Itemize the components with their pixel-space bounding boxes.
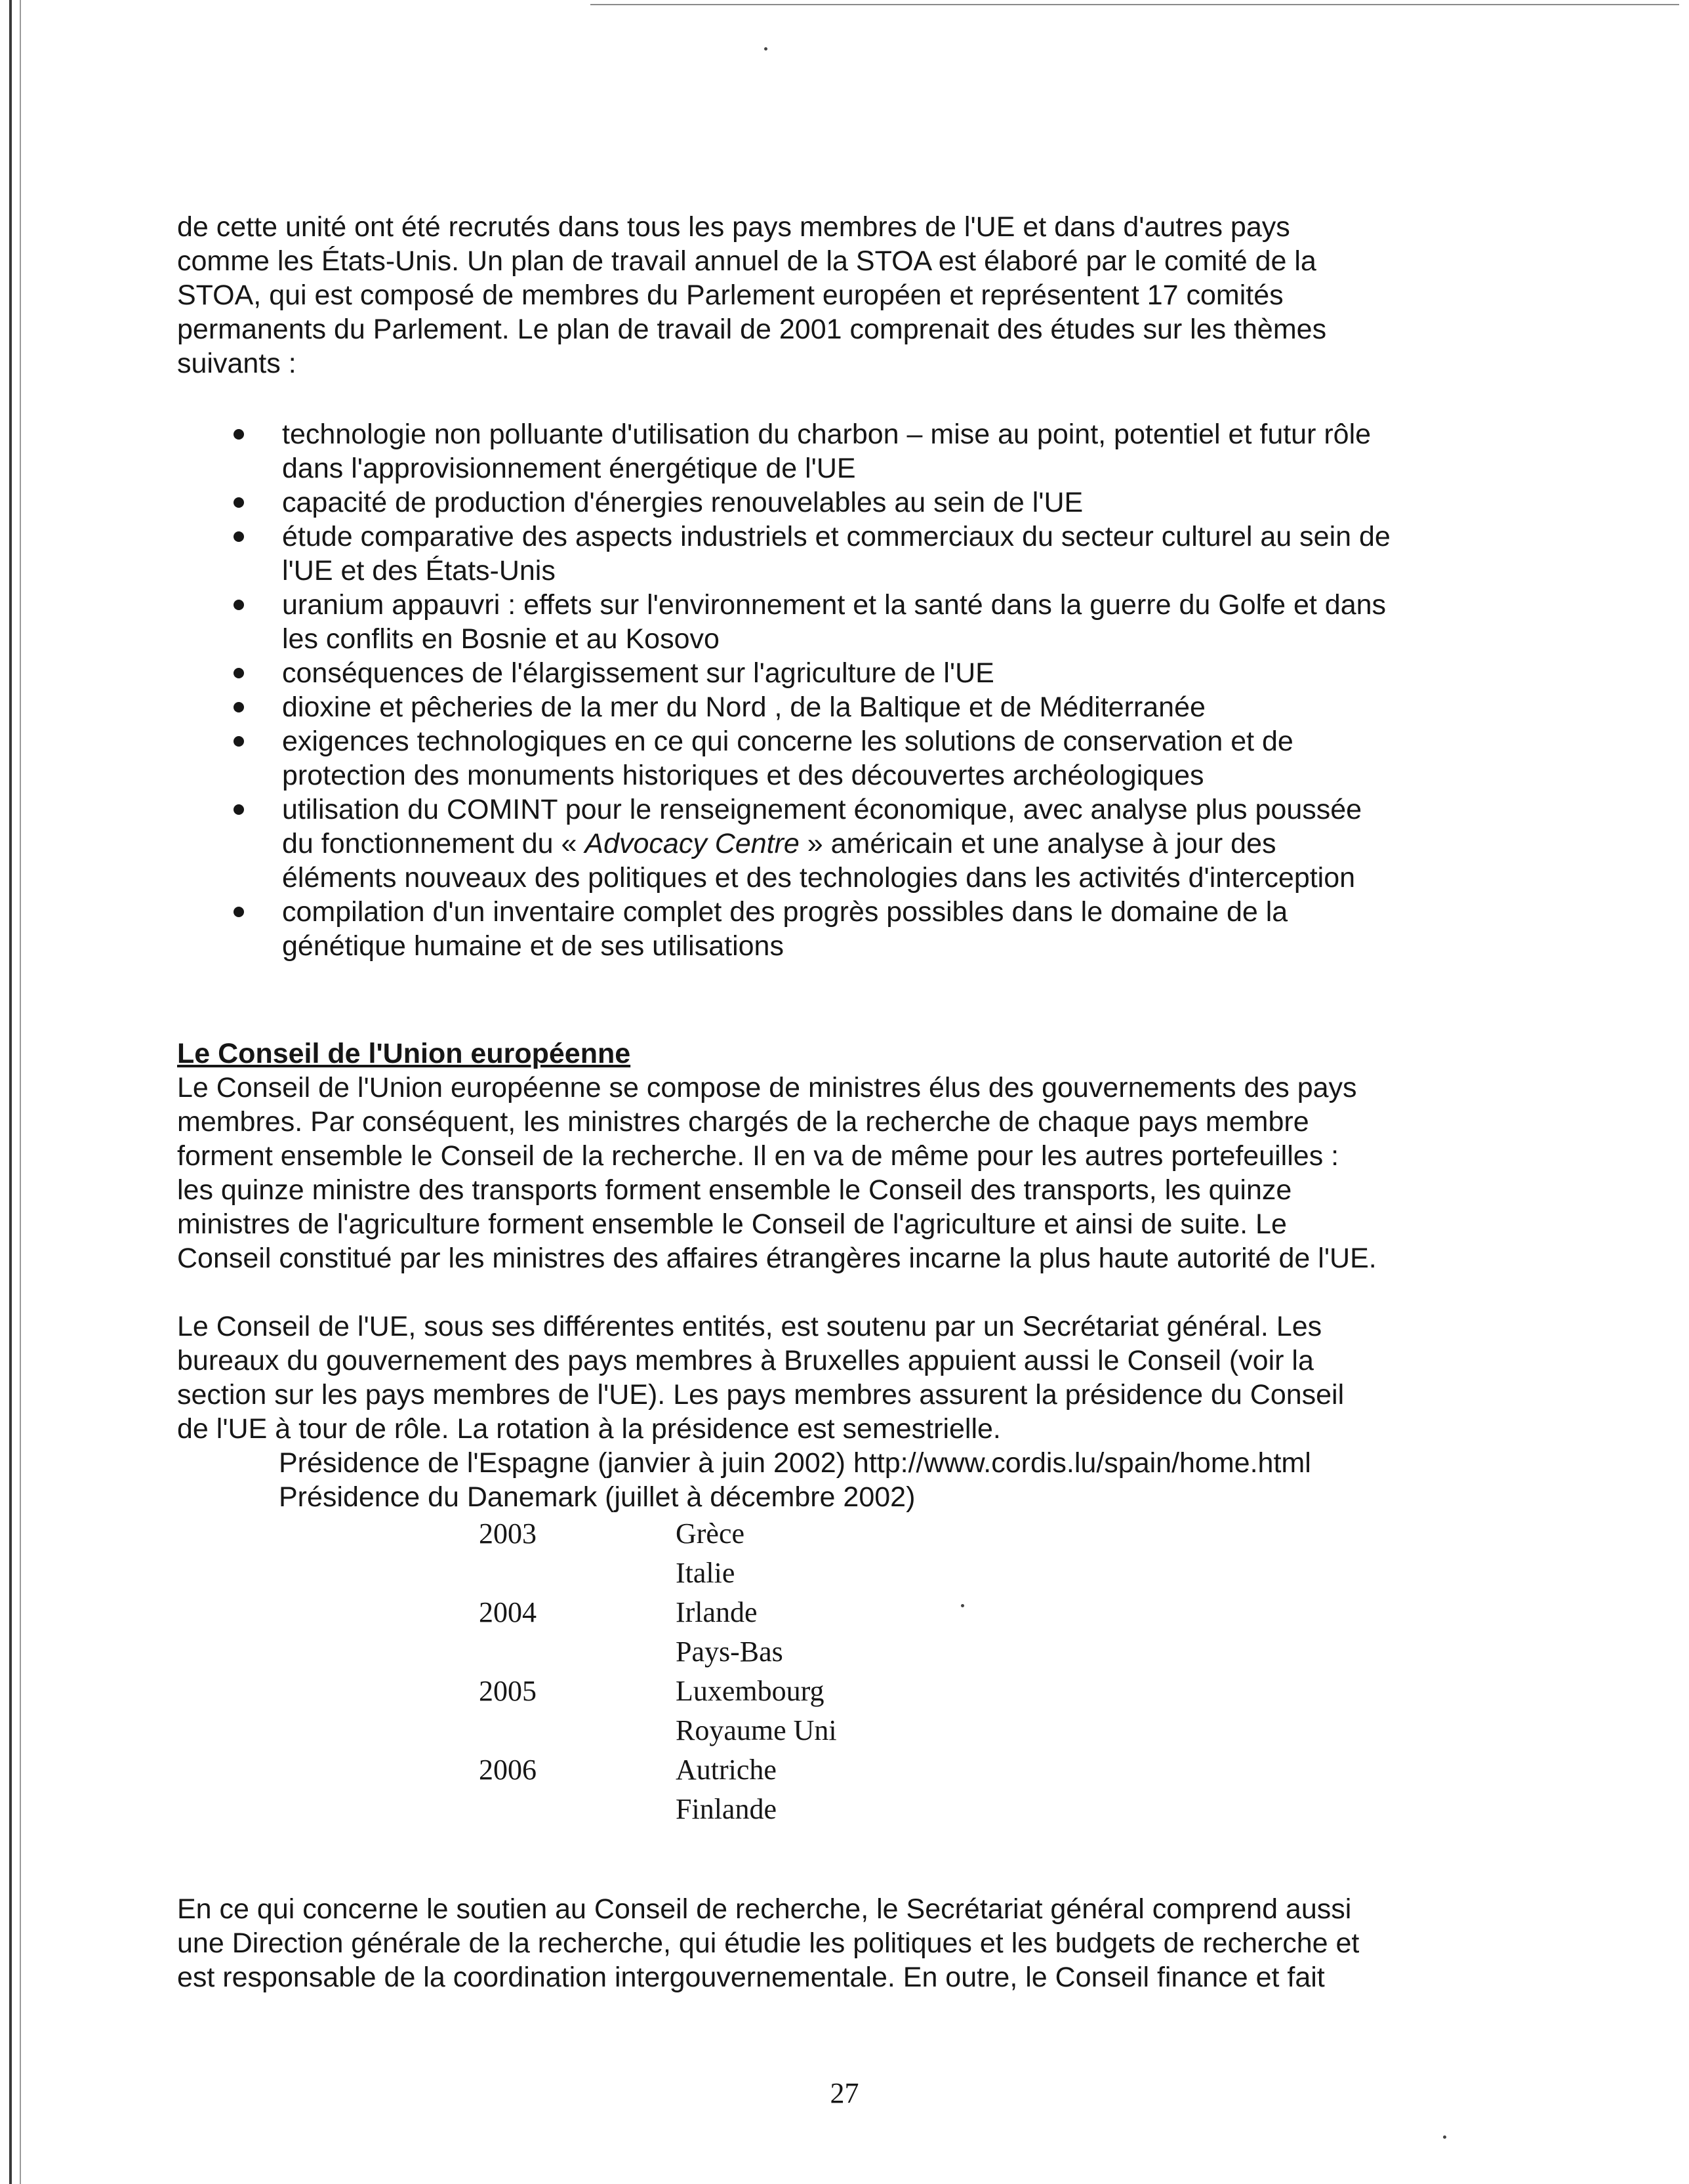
country-cell: Italie	[676, 1557, 735, 1589]
text-line: utilisation du COMINT pour le renseignement économique, avec analyse plus poussée	[282, 794, 1362, 825]
country-cell: Luxembourg	[676, 1675, 824, 1707]
presidency-list	[177, 1446, 1502, 1514]
year-cell: 2003	[479, 1517, 537, 1550]
text-line: étude comparative des aspects industriels et commerciaux du secteur culturel au sein de	[282, 521, 1391, 552]
text-line: membres. Par conséquent, les ministres chargés de la recherche de chaque pays membre	[177, 1106, 1309, 1138]
presidency-spain: Présidence de l'Espagne (janvier à juin 2002) http://www.cordis.lu/spain/home.html	[279, 1447, 1311, 1479]
text-line: les conflits en Bosnie et au Kosovo	[282, 623, 720, 655]
bullet-icon	[234, 702, 244, 712]
table-row	[479, 1593, 1502, 1632]
country-cell: Pays-Bas	[676, 1636, 783, 1668]
scan-edge-top	[590, 4, 1679, 5]
list-item	[177, 690, 1502, 724]
year-cell	[479, 1790, 676, 1829]
scan-edge-left-inner	[20, 0, 21, 2184]
bullet-icon	[234, 429, 244, 440]
text-line: une Direction générale de la recherche, qui étudie les politiques et les budgets de recherche et	[177, 1927, 1360, 1959]
table-row	[479, 1711, 1502, 1750]
intro-paragraph	[177, 210, 1502, 381]
text-fragment: du fonctionnement du «	[282, 828, 585, 859]
year-cell: 2004	[479, 1596, 537, 1628]
list-item	[177, 656, 1502, 690]
table-row	[479, 1750, 1502, 1790]
text-line: Conseil constitué par les ministres des affaires étrangères incarne la plus haute autorité de l'UE.	[177, 1243, 1377, 1274]
list-item	[177, 588, 1502, 656]
text-line: technologie non polluante d'utilisation du charbon – mise au point, potentiel et futur rôle	[282, 419, 1372, 450]
text-line: de l'UE à tour de rôle. La rotation à la présidence est semestrielle.	[177, 1413, 1001, 1445]
list-item	[177, 485, 1502, 520]
country-cell: Irlande	[676, 1596, 758, 1628]
text-line: de cette unité ont été recrutés dans tous les pays membres de l'UE et dans d'autres pays	[177, 211, 1290, 243]
emphasized-term: Advocacy Centre	[584, 828, 800, 859]
text-line: l'UE et des États-Unis	[282, 555, 556, 587]
scan-edge-left	[9, 0, 12, 2184]
country-cell: Finlande	[676, 1793, 777, 1825]
text-line: ministres de l'agriculture forment ensemble le Conseil de l'agriculture et ainsi de suite. Le	[177, 1208, 1287, 1240]
text-line: les quinze ministre des transports forment ensemble le Conseil des transports, les quinze	[177, 1174, 1292, 1206]
scan-speck	[764, 47, 767, 51]
list-item	[177, 724, 1502, 793]
country-cell: Grèce	[676, 1517, 745, 1550]
presidency-schedule-table	[479, 1514, 1502, 1829]
year-cell	[479, 1632, 676, 1672]
study-topics-list	[177, 417, 1502, 963]
year-cell: 2005	[479, 1675, 537, 1707]
table-row	[479, 1632, 1502, 1672]
council-paragraph-1	[177, 1071, 1502, 1275]
text-line: permanents du Parlement. Le plan de travail de 2001 comprenait des études sur les thèmes	[177, 314, 1327, 345]
text-line: capacité de production d'énergies renouvelables au sein de l'UE	[282, 487, 1084, 518]
table-row	[479, 1514, 1502, 1554]
bullet-icon	[234, 497, 244, 508]
list-item	[177, 417, 1502, 485]
text-fragment: » américain et une analyse à jour des	[799, 828, 1276, 859]
bullet-icon	[234, 600, 244, 610]
text-line: conséquences de l'élargissement sur l'agriculture de l'UE	[282, 657, 994, 689]
text-line: dioxine et pêcheries de la mer du Nord , de la Baltique et de Méditerranée	[282, 691, 1206, 723]
text-line: forment ensemble le Conseil de la recherche. Il en va de même pour les autres portefeuilles :	[177, 1140, 1339, 1172]
bullet-icon	[234, 907, 244, 917]
text-line: éléments nouveaux des politiques et des technologies dans les activités d'interception	[282, 862, 1356, 894]
presidency-denmark: Présidence du Danemark (juillet à décembre 2002)	[279, 1481, 916, 1513]
text-line: bureaux du gouvernement des pays membres à Bruxelles appuient aussi le Conseil (voir la	[177, 1345, 1314, 1376]
year-cell	[479, 1554, 676, 1593]
text-line: uranium appauvri : effets sur l'environnement et la santé dans la guerre du Golfe et dans	[282, 589, 1387, 621]
text-line: STOA, qui est composé de membres du Parlement européen et représentent 17 comités	[177, 279, 1284, 311]
year-cell: 2006	[479, 1754, 537, 1786]
text-line: protection des monuments historiques et des découvertes archéologiques	[282, 760, 1204, 791]
section-heading: Le Conseil de l'Union européenne	[177, 1038, 631, 1069]
text-line: section sur les pays membres de l'UE). Les pays membres assurent la présidence du Conseil	[177, 1379, 1345, 1411]
table-row	[479, 1790, 1502, 1829]
year-cell	[479, 1711, 676, 1750]
council-paragraph-2	[177, 1309, 1502, 1446]
text-line: dans l'approvisionnement énergétique de l'UE	[282, 453, 856, 484]
list-item	[177, 895, 1502, 963]
text-line: Le Conseil de l'Union européenne se compose de ministres élus des gouvernements des pays	[177, 1072, 1357, 1103]
text-line: comme les États-Unis. Un plan de travail annuel de la STOA est élaboré par le comité de la	[177, 245, 1316, 277]
bullet-icon	[234, 668, 244, 678]
table-row	[479, 1554, 1502, 1593]
closing-paragraph	[177, 1892, 1502, 1994]
document-body	[177, 210, 1502, 1994]
country-cell: Royaume Uni	[676, 1714, 837, 1746]
text-line: Le Conseil de l'UE, sous ses différentes entités, est soutenu par un Secrétariat général. Les	[177, 1311, 1322, 1342]
text-line: compilation d'un inventaire complet des progrès possibles dans le domaine de la	[282, 896, 1288, 928]
list-item	[177, 520, 1502, 588]
bullet-icon	[234, 531, 244, 542]
text-line: En ce qui concerne le soutien au Conseil de recherche, le Secrétariat général comprend aussi	[177, 1893, 1352, 1925]
text-line: suivants :	[177, 348, 296, 379]
text-line: est responsable de la coordination intergouvernementale. En outre, le Conseil finance et fait	[177, 1962, 1325, 1993]
bullet-icon	[234, 736, 244, 747]
table-row	[479, 1672, 1502, 1711]
list-item	[177, 793, 1502, 895]
scan-speck	[1443, 2135, 1446, 2139]
bullet-icon	[234, 804, 244, 815]
text-line: génétique humaine et de ses utilisations	[282, 930, 784, 962]
text-line: exigences technologiques en ce qui concerne les solutions de conservation et de	[282, 726, 1293, 757]
country-cell: Autriche	[676, 1754, 777, 1786]
page-number: 27	[830, 2077, 859, 2109]
